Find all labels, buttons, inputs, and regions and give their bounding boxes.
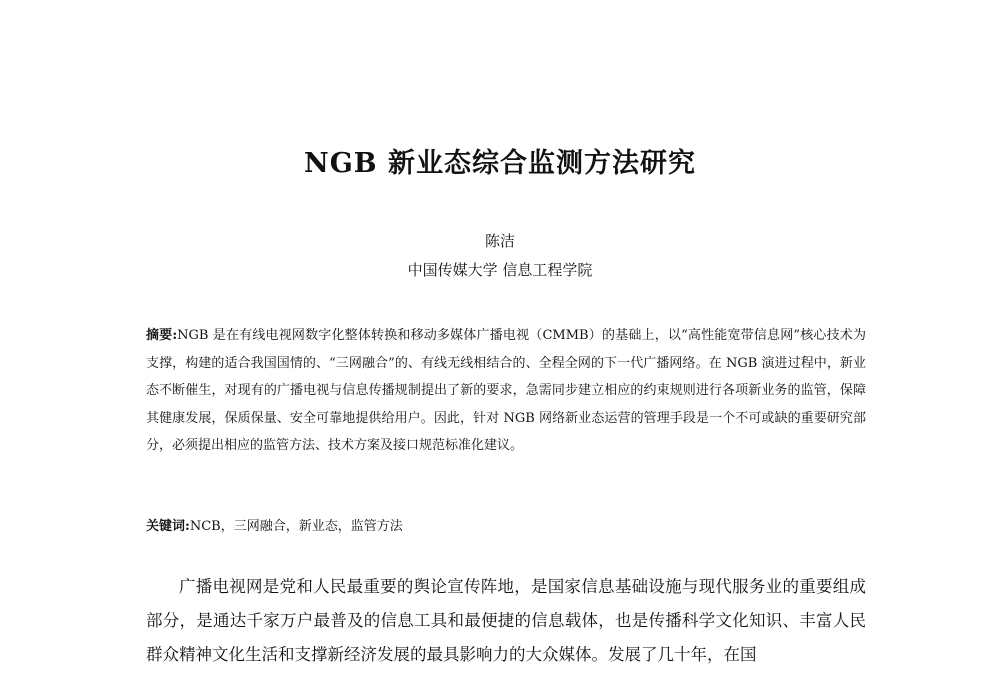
keywords-label: 关键词: bbox=[146, 519, 190, 534]
keywords-block bbox=[146, 516, 866, 538]
abstract-label: 摘要: bbox=[146, 328, 178, 343]
keywords-text: NCB，三网融合，新业态，监管方法 bbox=[189, 519, 403, 534]
abstract-text: NGB 是在有线电视网数字化整体转换和移动多媒体广播电视（CMMB）的基础上，以“高性能宽带信息网”核心技术为支撑，构建的适合我国国情的、“三网融合”的、有线无线相结合的、全程全网的下一代广播网络。在 NGB 演进过程中，新业态不断催生，对现有的广播电视与信息传播规制提出了新的要求，急需同步建立相应的约束规则进行各项新业务的监管，保障其健康发展，保质保量、安全可靠地提供给用户。因此，针对 NGB 网络新业态运营的管理手段是一个不可或缺的重要研究部分，必须提出相应的监管方法、技术方案及接口规范标准化建议。 bbox=[146, 328, 866, 454]
body-paragraph: 广播电视网是党和人民最重要的舆论宣传阵地，是国家信息基础设施与现代服务业的重要组成部分，是通达千家万户最普及的信息工具和最便捷的信息载体，也是传播科学文化知识、丰富人民群众精神文化生活和支撑新经济发展的最具影响力的大众媒体。发展了几十年，在国 bbox=[146, 577, 866, 664]
author-name: 陈洁 bbox=[484, 232, 515, 250]
paper-title: NGB 新业态综合监测方法研究 bbox=[304, 148, 696, 179]
abstract-block bbox=[146, 322, 866, 460]
author-affiliation: 中国传媒大学 信息工程学院 bbox=[407, 261, 593, 279]
